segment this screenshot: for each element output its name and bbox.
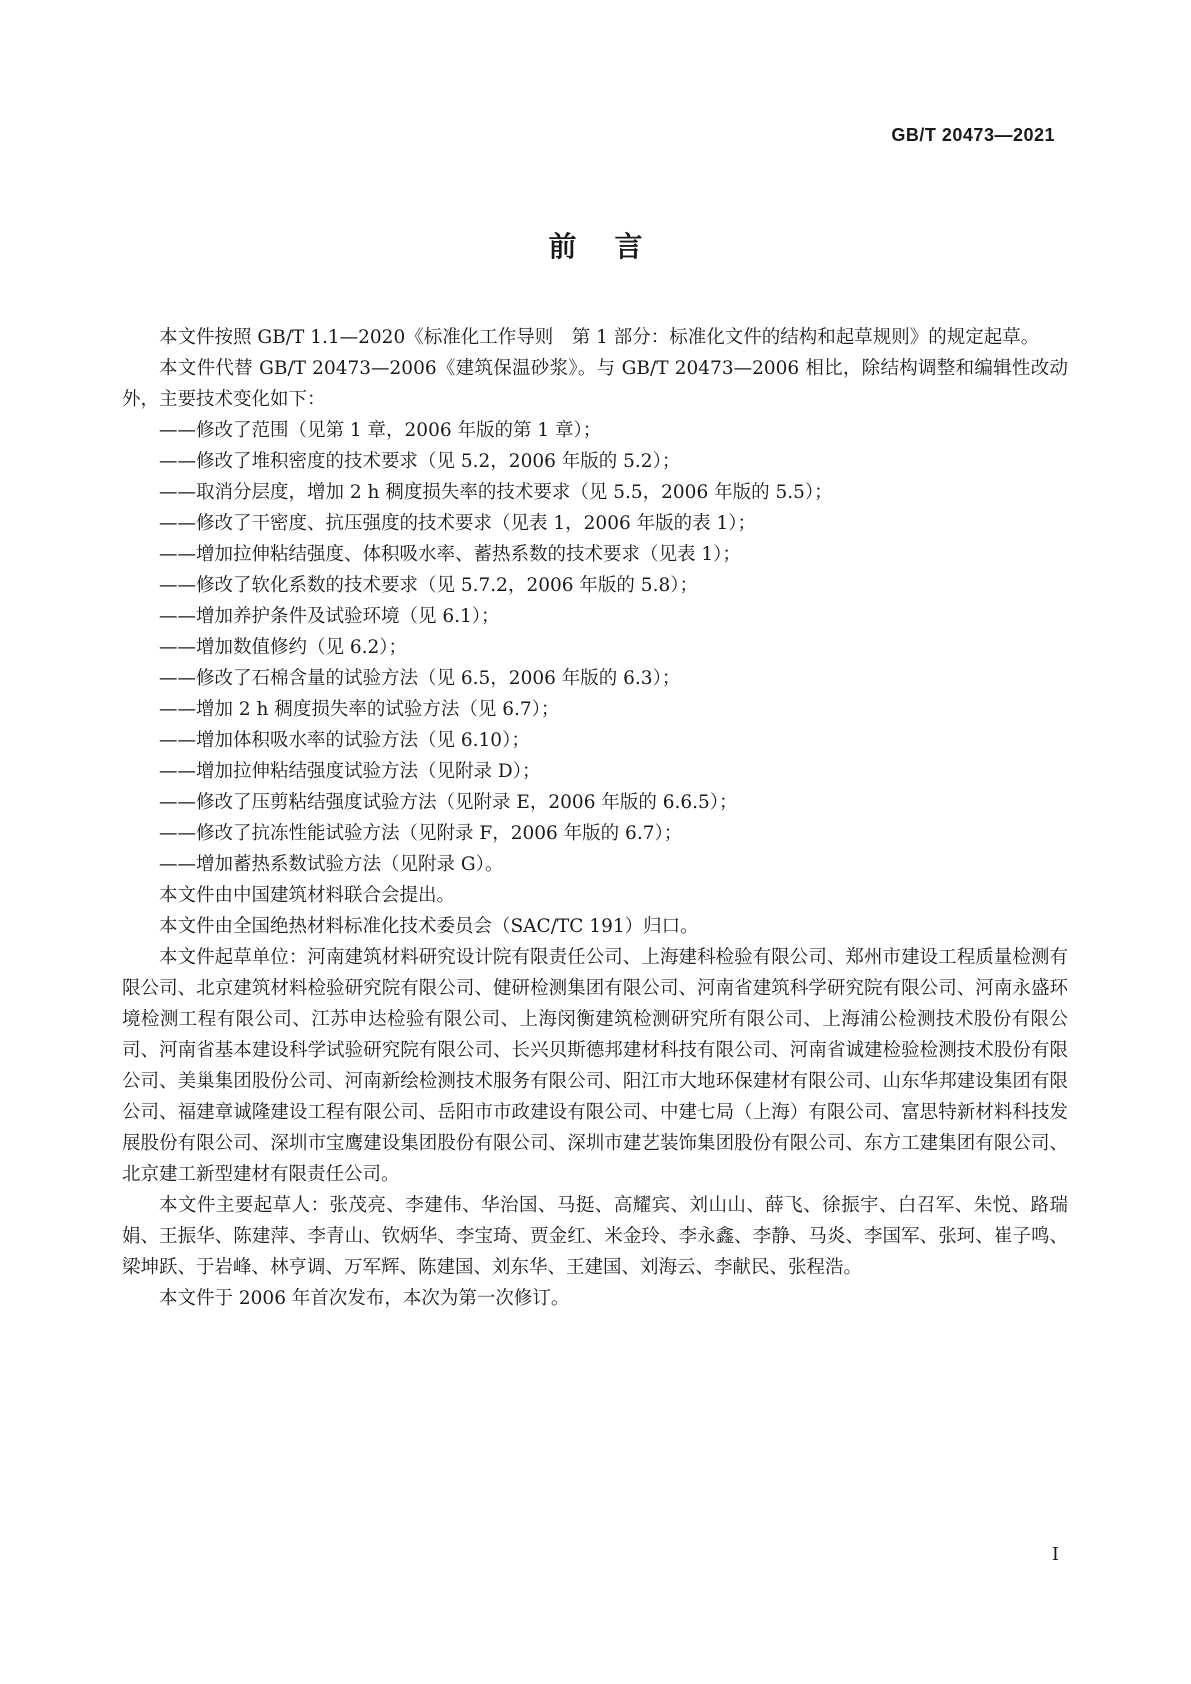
list-item: ——增加养护条件及试验环境（见 6.1）； bbox=[159, 606, 500, 627]
list-item: ——增加拉伸粘结强度试验方法（见附录 D）； bbox=[159, 761, 541, 782]
paragraph-publication-history: 本文件于 2006 年首次发布，本次为第一次修订。 bbox=[159, 1288, 570, 1309]
list-item: ——增加蓄热系数试验方法（见附录 G）。 bbox=[159, 854, 504, 875]
list-item: ——增加拉伸粘结强度、体积吸水率、蓄热系数的技术要求（见表 1）； bbox=[159, 544, 741, 565]
foreword-body bbox=[122, 322, 1068, 1314]
paragraph-replacement: 本文件代替 GB/T 20473—2006《建筑保温砂浆》。与 GB/T 20473—2006 相比，除结构调整和编辑性改动外，主要技术变化如下： bbox=[122, 358, 1068, 410]
list-item: ——增加体积吸水率的试验方法（见 6.10）； bbox=[159, 730, 530, 751]
paragraph-drafting-rules: 本文件按照 GB/T 1.1—2020《标准化工作导则 第 1 部分：标准化文件的结构和起草规则》的规定起草。 bbox=[159, 327, 1040, 348]
list-item: ——增加数值修约（见 6.2）； bbox=[159, 637, 408, 658]
technical-changes-list bbox=[122, 415, 1068, 880]
paragraph-proposer: 本文件由中国建筑材料联合会提出。 bbox=[159, 885, 456, 906]
paragraph-drafting-units: 本文件起草单位：河南建筑材料研究设计院有限责任公司、上海建科检验有限公司、郑州市建设工程质量检测有限公司、北京建筑材料检验研究院有限公司、健研检测集团有限公司、河南省建筑科学研究院有限公司、河南永盛环境检测工程有限公司、江苏申达检验有限公司、上海闵衡建筑检测研究所有限公司、上海浦公检测技术股份有限公司、河南省基本建设科学试验研究院有限公司、长兴贝斯德邦建材科技有限公司、河南省诚建检验检测技术股份有限公司、美巢集团股份公司、河南新绘检测技术服务有限公司、阳江市大地环保建材有限公司、山东华邦建设集团有限公司、福建章诚隆建设工程有限公司、岳阳市市政建设有限公司、中建七局（上海）有限公司、富思特新材料科技发展股份有限公司、深圳市宝鹰建设集团股份有限公司、深圳市建艺装饰集团股份有限公司、东方工建集团有限公司、北京建工新型建材有限责任公司。 bbox=[122, 947, 1068, 1185]
paragraph-committee: 本文件由全国绝热材料标准化技术委员会（SAC/TC 191）归口。 bbox=[159, 916, 699, 937]
list-item: ——修改了堆积密度的技术要求（见 5.2，2006 年版的 5.2）； bbox=[159, 451, 681, 472]
page-title: 前言 bbox=[548, 230, 681, 263]
list-item: ——增加 2 h 稠度损失率的试验方法（见 6.7）； bbox=[159, 699, 560, 720]
list-item: ——修改了范围（见第 1 章，2006 年版的第 1 章）； bbox=[159, 420, 602, 441]
list-item: ——取消分层度，增加 2 h 稠度损失率的技术要求（见 5.5，2006 年版的 5.5）； bbox=[159, 482, 833, 503]
list-item: ——修改了石棉含量的试验方法（见 6.5，2006 年版的 6.3）； bbox=[159, 668, 681, 689]
list-item: ——修改了软化系数的技术要求（见 5.7.2，2006 年版的 5.8）； bbox=[159, 575, 698, 596]
list-item: ——修改了压剪粘结强度试验方法（见附录 E，2006 年版的 6.6.5）； bbox=[159, 792, 738, 813]
list-item: ——修改了抗冻性能试验方法（见附录 F，2006 年版的 6.7）； bbox=[159, 823, 683, 844]
page-number: I bbox=[1051, 1544, 1059, 1565]
paragraph-drafters: 本文件主要起草人：张茂亮、李建伟、华治国、马挺、高耀宾、刘山山、薛飞、徐振宇、白召军、朱悦、路瑞娟、王振华、陈建萍、李青山、钦炳华、李宝琦、贾金红、米金玲、李永鑫、李静、马炎、李国军、张珂、崔子鸣、梁坤跃、于岩峰、林亨调、万军辉、陈建国、刘东华、王建国、刘海云、李献民、张程浩。 bbox=[122, 1195, 1068, 1278]
list-item: ——修改了干密度、抗压强度的技术要求（见表 1，2006 年版的表 1）； bbox=[159, 513, 757, 534]
standard-number: GB/T 20473—2021 bbox=[891, 125, 1055, 145]
